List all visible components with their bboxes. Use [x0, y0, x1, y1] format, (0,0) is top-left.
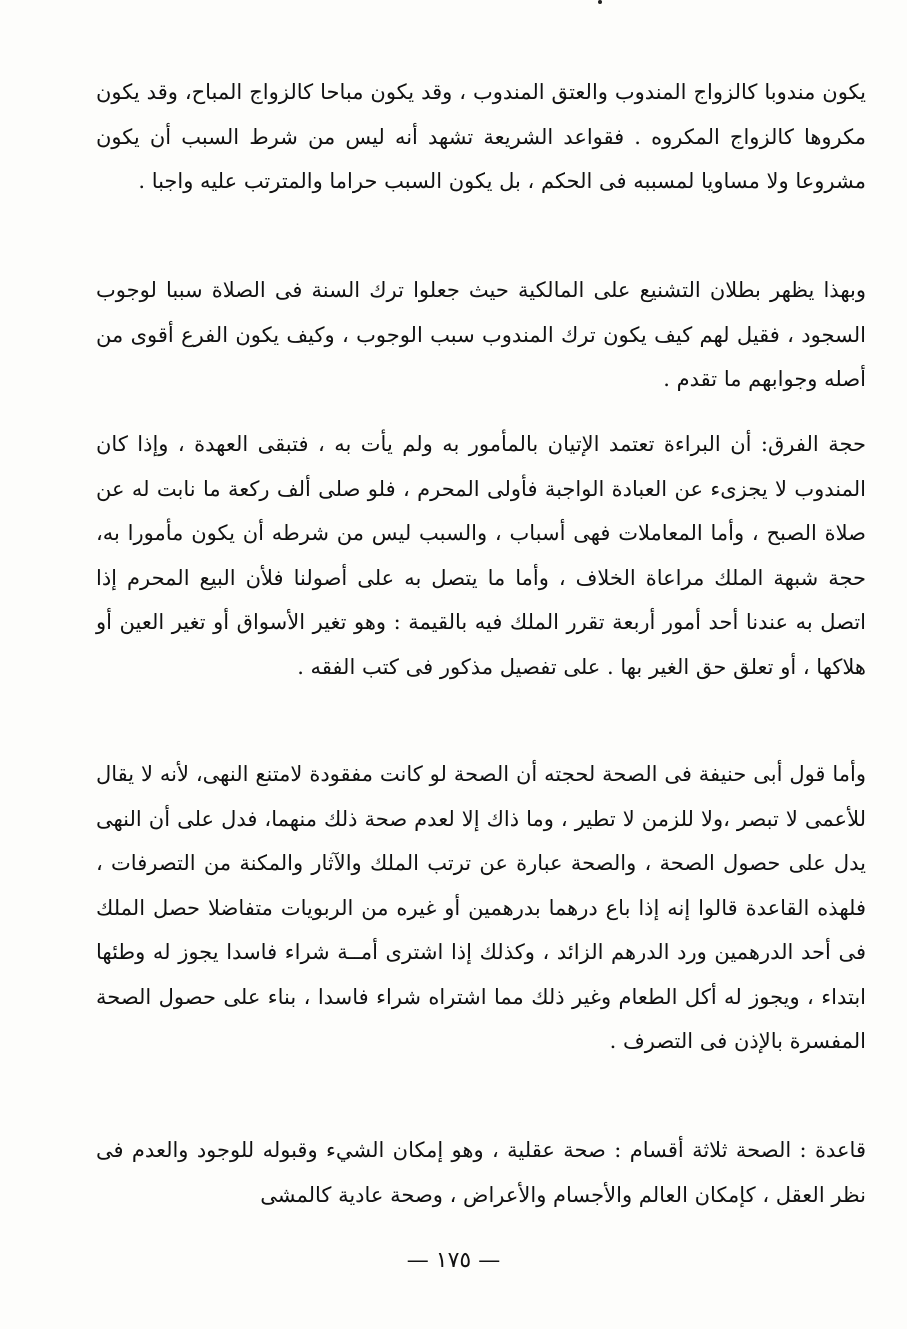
- paragraph-text: قاعدة : الصحة ثلاثة أقسام : صحة عقلية ، وهو إمكان الشيء وقبوله للوجود والعدم فى نظر العقل ، كإمكان العالم والأجسام والأعراض ، وصحة عادية كالمشى: [96, 1138, 866, 1207]
- paragraph-text: وأما قول أبى حنيفة فى الصحة لحجته أن الصحة لو كانت مفقودة لامتنع النهى، لأنه لا يقال للأعمى لا تبصر ،ولا للزمن لا تطير ، وما ذاك إلا لعدم صحة ذلك منهما، فدل على أن النهى يدل على حصول الصحة ، والصحة عبارة عن ترتب الملك والآثار والمكنة من التصرفات ، فلهذه القاعدة قالوا إنه إذا باع درهما بدرهمين أو غيره من الربويات متفاضلا حصل الملك فى أحد الدرهمين ورد الدرهم الزائد ، وكذلك إذا اشترى أمــة شراء فاسدا يجوز له وطئها ابتداء ، ويجوز له أكل الطعام وغير ذلك مما اشتراه شراء فاسدا ، بناء على حصول الصحة المفسرة بالإذن فى التصرف .: [96, 762, 866, 1053]
- paragraph-text: وبهذا يظهر بطلان التشنيع على المالكية حيث جعلوا ترك السنة فى الصلاة سببا لوجوب السجود ، فقيل لهم كيف يكون ترك المندوب سبب الوجوب ، وكيف يكون الفرع أقوى من أصله وجوابهم ما تقدم .: [96, 278, 866, 391]
- paragraph-1: [96, 70, 866, 204]
- paragraph-text: حجة الفرق: أن البراءة تعتمد الإتيان بالمأمور به ولم يأت به ، فتبقى العهدة ، وإذا كان المندوب لا يجزىء عن العبادة الواجبة فأولى المحرم ، فلو صلى ألف ركعة ما نابت له عن صلاة الصبح ، وأما المعاملات فهى أسباب ، والسبب ليس من شرطه أن يكون مأمورا به، حجة شبهة الملك مراعاة الخلاف ، وأما ما يتصل به على أصولنا فلأن البيع المحرم إذا اتصل به عندنا أحد أمور أربعة تقرر الملك فيه بالقيمة : وهو تغير الأسواق أو تغير العين أو هلاكها ، أو تعلق حق الغير بها . على تفصيل مذكور فى كتب الفقه .: [96, 432, 866, 679]
- paragraph-5: [96, 1128, 866, 1217]
- paragraph-3: [96, 422, 866, 689]
- top-ink-mark: [598, 0, 602, 4]
- paragraph-2: [96, 268, 866, 402]
- paragraph-text: يكون مندوبا كالزواج المندوب والعتق المندوب ، وقد يكون مباحا كالزواج المباح، وقد يكون مكروها كالزواج المكروه . فقواعد الشريعة تشهد أنه ليس من شرط السبب أن يكون مشروعا ولا مساويا لمسببه فى الحكم ، بل يكون السبب حراما والمترتب عليه واجبا .: [96, 80, 866, 193]
- page-number: — ١٧٥ —: [406, 1248, 501, 1273]
- paragraph-4: [96, 752, 866, 1064]
